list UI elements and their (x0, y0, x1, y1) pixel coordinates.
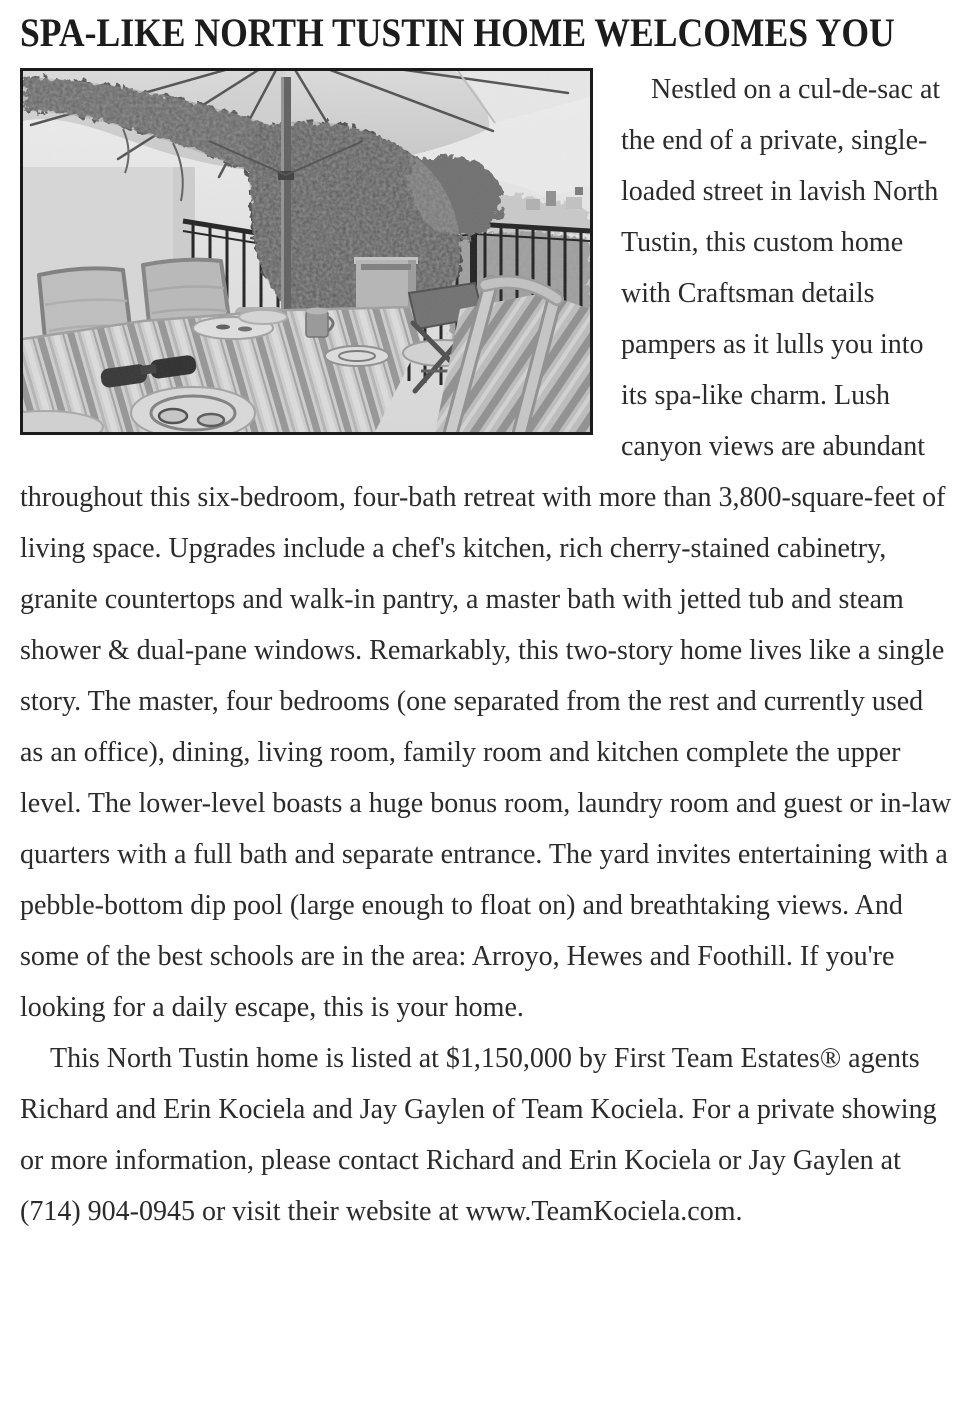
article-paragraph-2: This North Tustin home is listed at $1,150,000 by First Team Estates® agents Richard and Erin Kociela and Jay Gaylen of Team Kociela. For a private showing or more information, please contact Richard and Erin Kociela or Jay Gaylen at (714) 904-0945 or visit their website at www.TeamKociela.com. (20, 1043, 937, 1227)
article-title: SPA-LIKE NORTH TUSTIN HOME WELCOMES YOU (20, 10, 895, 55)
article-paragraph-1: Nestled on a cul-de-sac at the end of a private, single-loaded street in lavish North Tustin, this custom home with Craftsman details pampers as it lulls you into its spa-like charm. Lush canyon views are abundant throughout this six-bedroom, four-bath retreat with more than 3,800-square-feet of living space. Upgrades include a chef's kitchen, rich cherry-stained cabinetry, granite countertops and walk-in pantry, a master bath with jetted tub and steam shower & dual-pane windows. Remarkably, this two-story home lives like a single story. The master, four bedrooms (one separated from the rest and currently used as an office), dining, living room, family room and kitchen complete the upper level. The lower-level boasts a huge bonus room, laundry room and guest or in-law quarters with a full bath and separate entrance. The yard invites entertaining with a pebble-bottom dip pool (large enough to float on) and breathtaking views. And some of the best schools are in the area: Arroyo, Hewes and Foothill. If you're looking for a daily escape, this is your home. (20, 74, 952, 1023)
photo-grain (23, 71, 590, 432)
patio-photo-illustration (23, 71, 590, 432)
patio-photo (20, 68, 593, 435)
